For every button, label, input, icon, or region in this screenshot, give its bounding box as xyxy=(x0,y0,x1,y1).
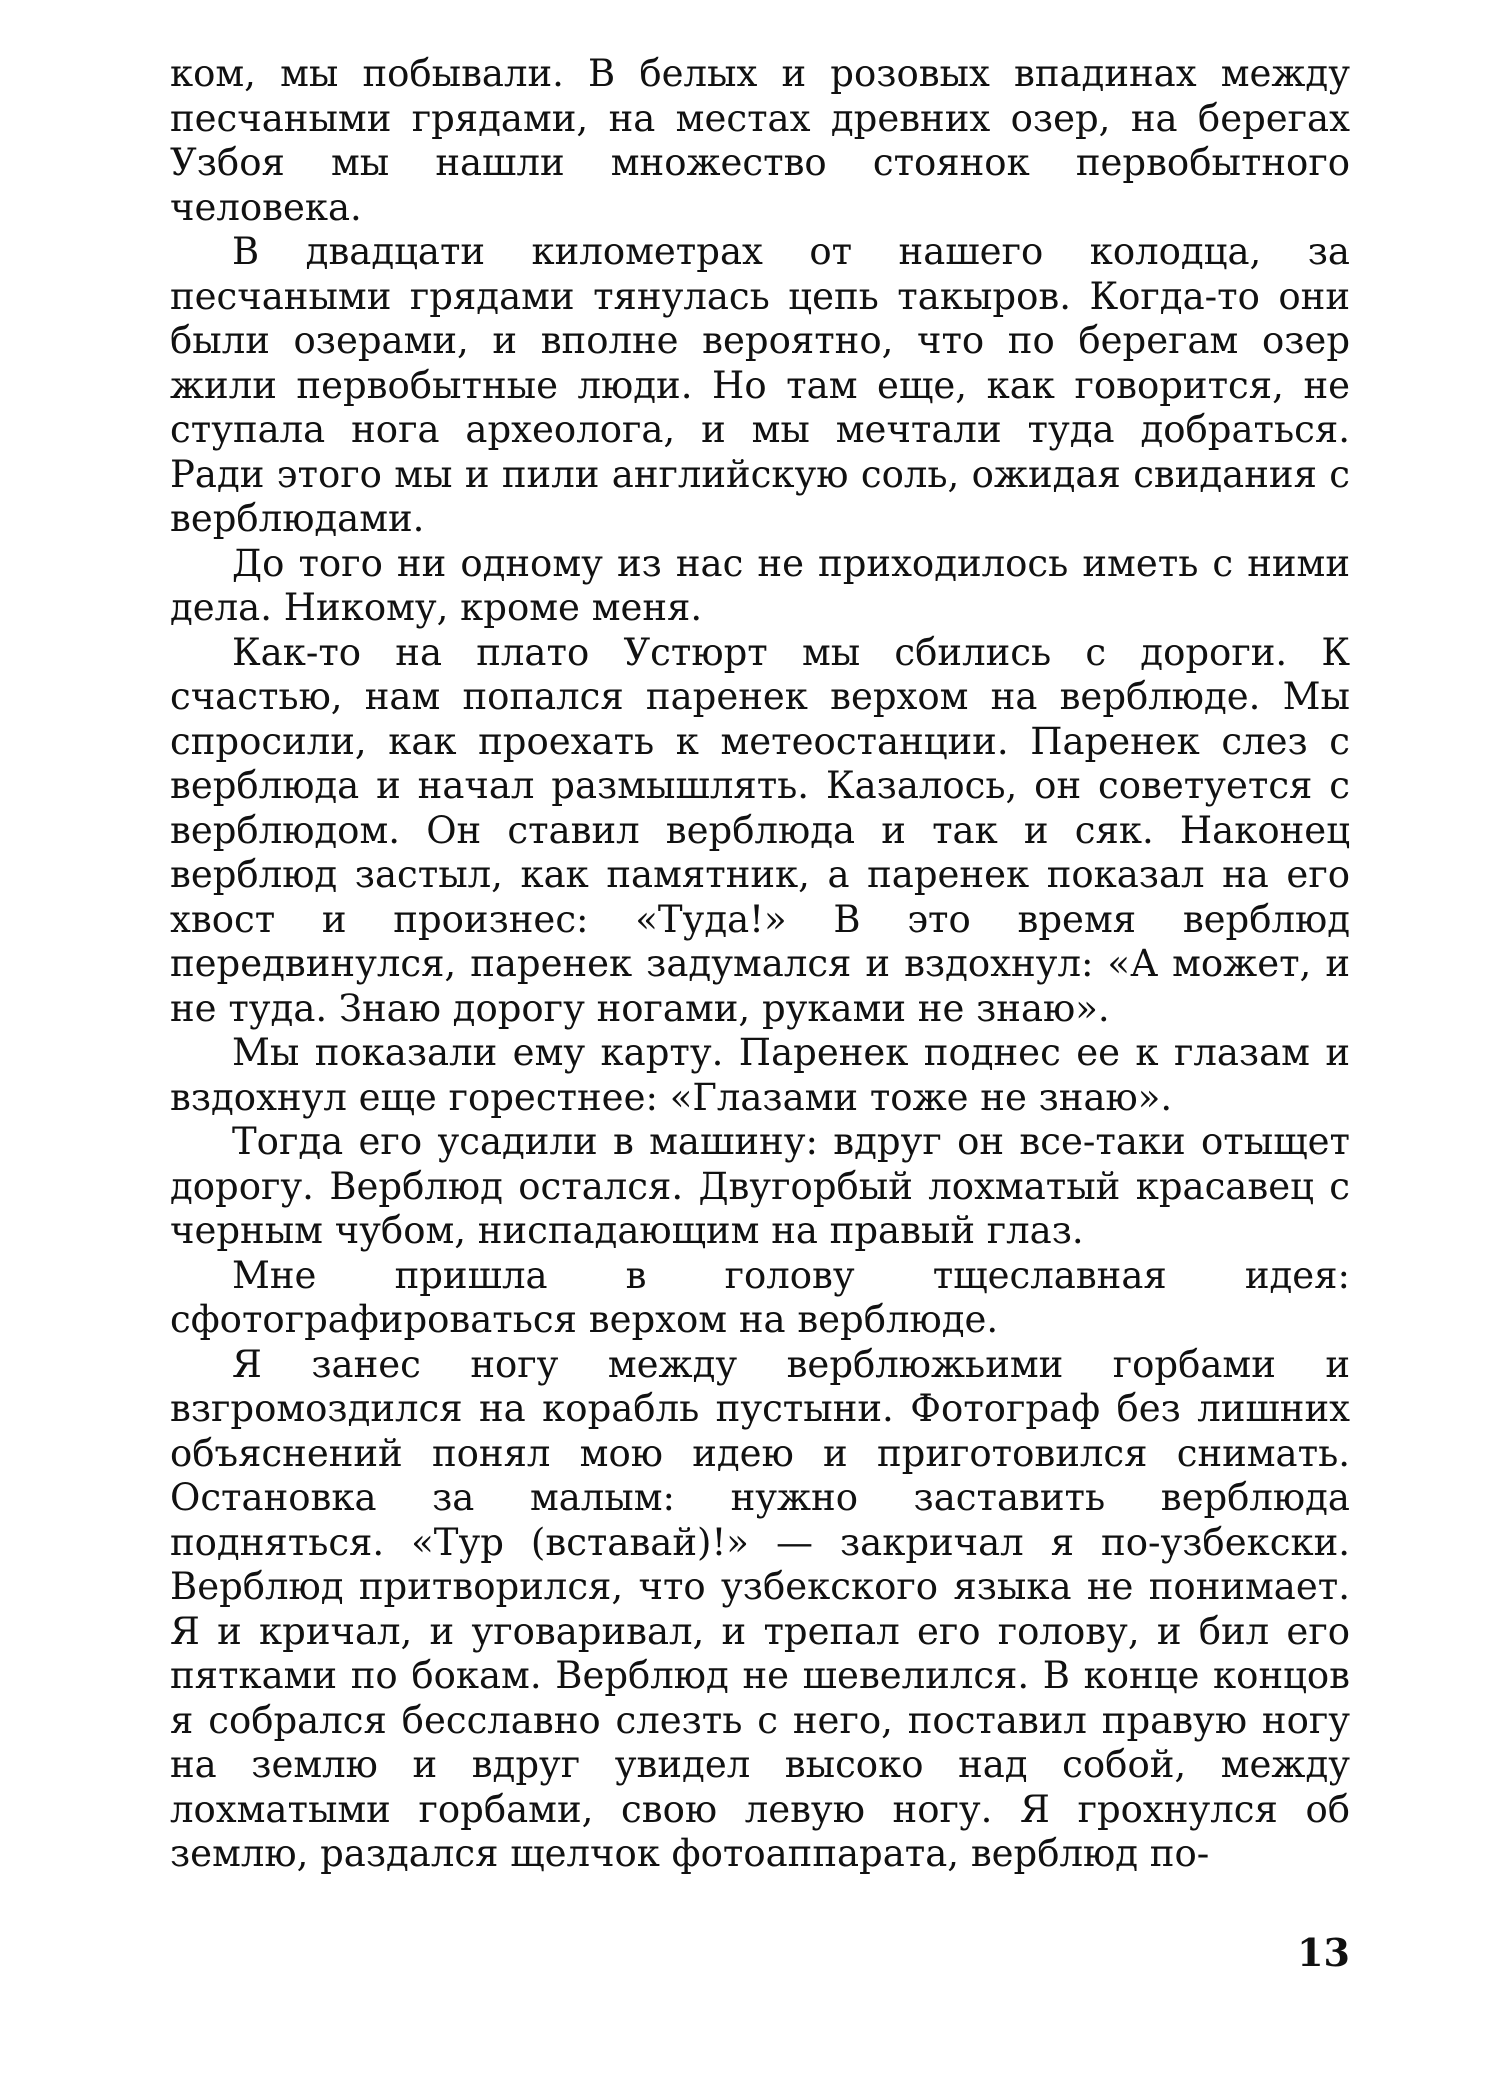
paragraph: Мы показали ему карту. Паренек поднес ее к глазам и вздохнул еще горестнее: «Глазами тоже не знаю». xyxy=(170,1031,1350,1119)
paragraph: До того ни одному из нас не приходилось иметь с ними дела. Никому, кроме меня. xyxy=(170,541,1350,629)
paragraph: Тогда его усадили в машину: вдруг он все-таки отыщет дорогу. Верблюд остался. Двугорбый лохматый красавец с черным чубом, ниспадающим на правый глаз. xyxy=(170,1120,1350,1252)
paragraph: ком, мы побывали. В белых и розовых впадинах между песчаными грядами, на местах древних озер, на берегах Узбоя мы нашли множество стоянок первобытного человека. xyxy=(170,52,1350,229)
page-number: 13 xyxy=(1297,1930,1350,1975)
page-body xyxy=(170,52,1350,1877)
paragraph: Я занес ногу между верблюжьими горбами и взгромоздился на корабль пустыни. Фотограф без лишних объяснений понял мою идею и приготовился снимать. Остановка за малым: нужно заставить верблюда подняться. «Тур (вставай)!» — закричал я по-узбекски. Верблюд притворился, что узбекского языка не понимает. Я и кричал, и уговаривал, и трепал его голову, и бил его пятками по бокам. Верблюд не шевелился. В конце концов я собрался бесславно слезть с него, поставил правую ногу на землю и вдруг увидел высоко над собой, между лохматыми горбами, свою левую ногу. Я грохнулся об землю, раздался щелчок фотоаппарата, верблюд по- xyxy=(170,1342,1350,1875)
paragraph: Мне пришла в голову тщеславная идея: сфотографироваться верхом на верблюде. xyxy=(170,1253,1350,1341)
paragraph: Как-то на плато Устюрт мы сбились с дороги. К счастью, нам попался паренек верхом на верблюде. Мы спросили, как проехать к метеостанции. Паренек слез с верблюда и начал размышлять. Казалось, он советуется с верблюдом. Он ставил верблюда и так и сяк. Наконец верблюд застыл, как памятник, а паренек показал на его хвост и произнес: «Туда!» В это время верблюд передвинулся, паренек задумался и вздохнул: «А может, и не туда. Знаю дорогу ногами, руками не знаю». xyxy=(170,630,1350,1030)
paragraph: В двадцати километрах от нашего колодца, за песчаными грядами тянулась цепь такыров. Когда-то они были озерами, и вполне вероятно, что по берегам озер жили первобытные люди. Но там еще, как говорится, не ступала нога археолога, и мы мечтали туда добраться. Ради этого мы и пили английскую соль, ожидая свидания с верблюдами. xyxy=(170,230,1350,540)
